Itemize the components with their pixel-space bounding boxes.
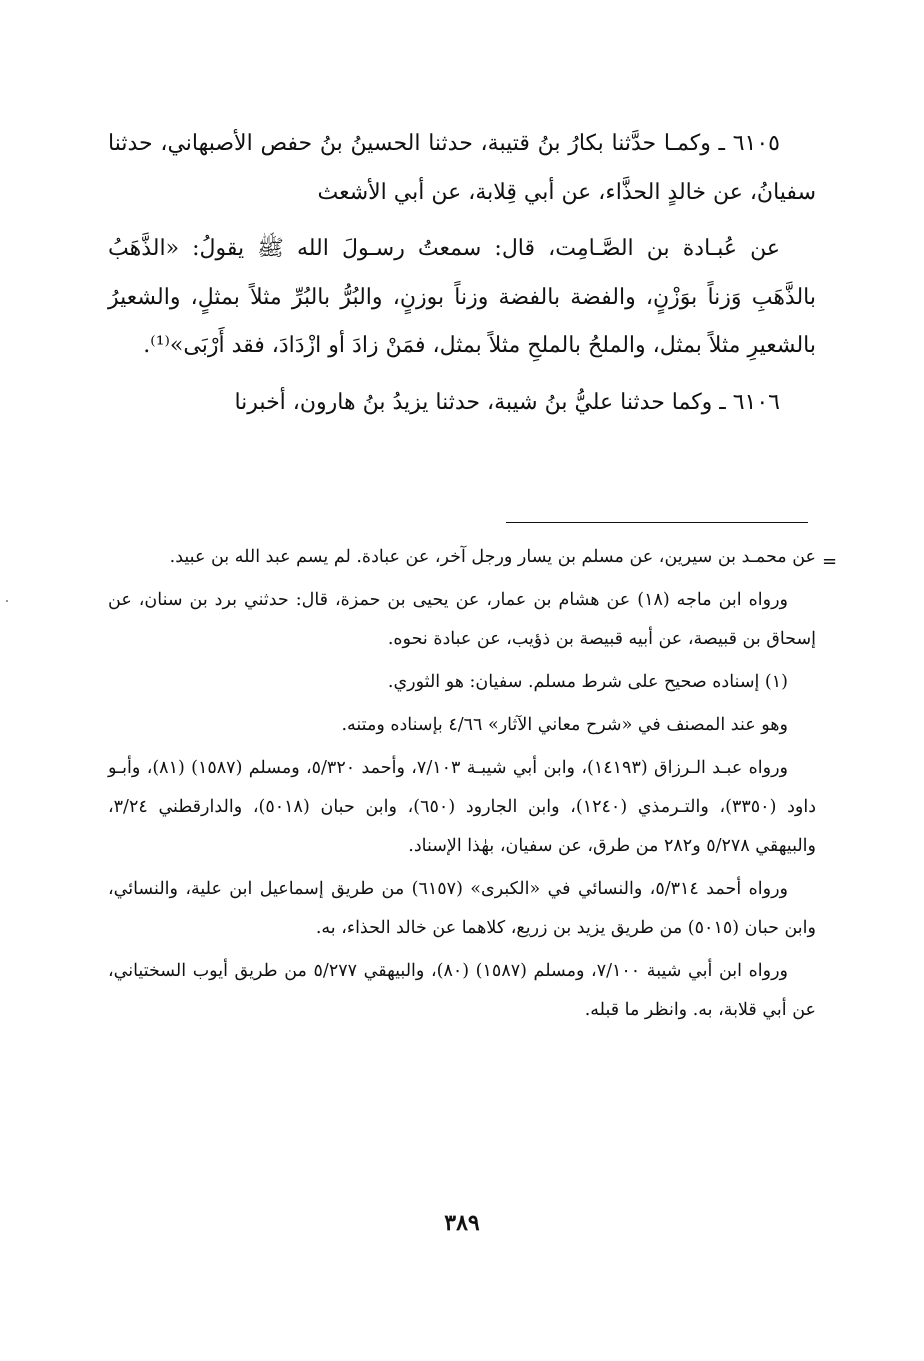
footnote-divider	[506, 522, 808, 523]
footnote-paragraph: وهو عند المصنف في «شرح معاني الآثار» ٤/٦٦ بإسناده ومتنه.	[341, 715, 788, 735]
page-number: ٣٨٩	[444, 1210, 480, 1236]
hadith-6105-matn: عن عُبـادة بن الصَّـامِت، قال: سمعتُ رسـولَ الله ﷺ يقولُ: «الذَّهَبُ بالذَّهَبِ وَزناً بوَزْنٍ، والفضة بالفضة وزناً بوزنٍ، والبُرُّ بالبُرِّ مثلاً بمثلٍ، والشعيرُ بالشعيرِ مثلاً بمثل، والملحُ بالملحِ مثلاً بمثل، فمَنْ زادَ أو ازْدَادَ، فقد أَرْبَى»⁽¹⁾.	[108, 236, 816, 358]
footnote-paragraph: ورواه ابن أبي شيبة ٧/١٠٠، ومسلم (١٥٨٧) (٨٠)، والبيهقي ٥/٢٧٧ من طريق أيوب السختياني، عن أبي قلابة، به. وانظر ما قبله.	[108, 961, 816, 1020]
continuation-mark: =	[822, 551, 838, 572]
footnote-1: (١) إسناده صحيح على شرط مسلم. سفيان: هو الثوري.	[387, 672, 788, 692]
footnote-continuation: عن محمـد بن سيرين، عن مسلم بن يسار ورجل آخر، عن عبادة. لم يسم عبد الله بن عبيد.	[169, 547, 816, 567]
hadith-6106-isnad: ٦١٠٦ ـ وكما حدثنا عليُّ بنُ شيبة، حدثنا يزيدُ بنُ هارون، أخبرنا	[234, 389, 780, 415]
footnotes	[108, 538, 816, 1034]
footnote-paragraph: ورواه عبـد الـرزاق (١٤١٩٣)، وابن أبي شيبـة ٧/١٠٣، وأحمد ٥/٣٢٠، ومسلم (١٥٨٧) (٨١)، وأبـو داود (٣٣٥٠)، والتـرمذي (١٢٤٠)، وابن الجارود (٦٥٠)، وابن حبان (٥٠١٨)، والدارقطني ٣/٢٤، والبيهقي ٥/٢٧٨ و٢٨٢ من طرق، عن سفيان، بهٰذا الإسناد.	[108, 758, 817, 856]
main-text	[108, 120, 816, 435]
footnote-paragraph: ورواه أحمد ٥/٣١٤، والنسائي في «الكبرى» (٦١٥٧) من طريق إسماعيل ابن علية، والنسائي، وابن حبان (٥٠١٥) من طريق يزيد بن زريع، كلاهما عن خالد الحذاء، به.	[108, 879, 816, 938]
hadith-6105-isnad: ٦١٠٥ ـ وكمـا حدَّثنا بكارُ بنُ قتيبة، حدثنا الحسينُ بنُ حفص الأصبهاني، حدثنا سفيانُ، عن خالدٍ الحذَّاء، عن أبي قِلابة، عن أبي الأشعث	[108, 131, 816, 205]
footnote-paragraph: ورواه ابن ماجه (١٨) عن هشام بن عمار، عن يحيى بن حمزة، قال: حدثني برد بن سنان، عن إسحاق بن قبيصة، عن أبيه قبيصة بن ذؤيب، عن عبادة نحوه.	[108, 590, 816, 649]
margin-dot	[6, 600, 8, 602]
